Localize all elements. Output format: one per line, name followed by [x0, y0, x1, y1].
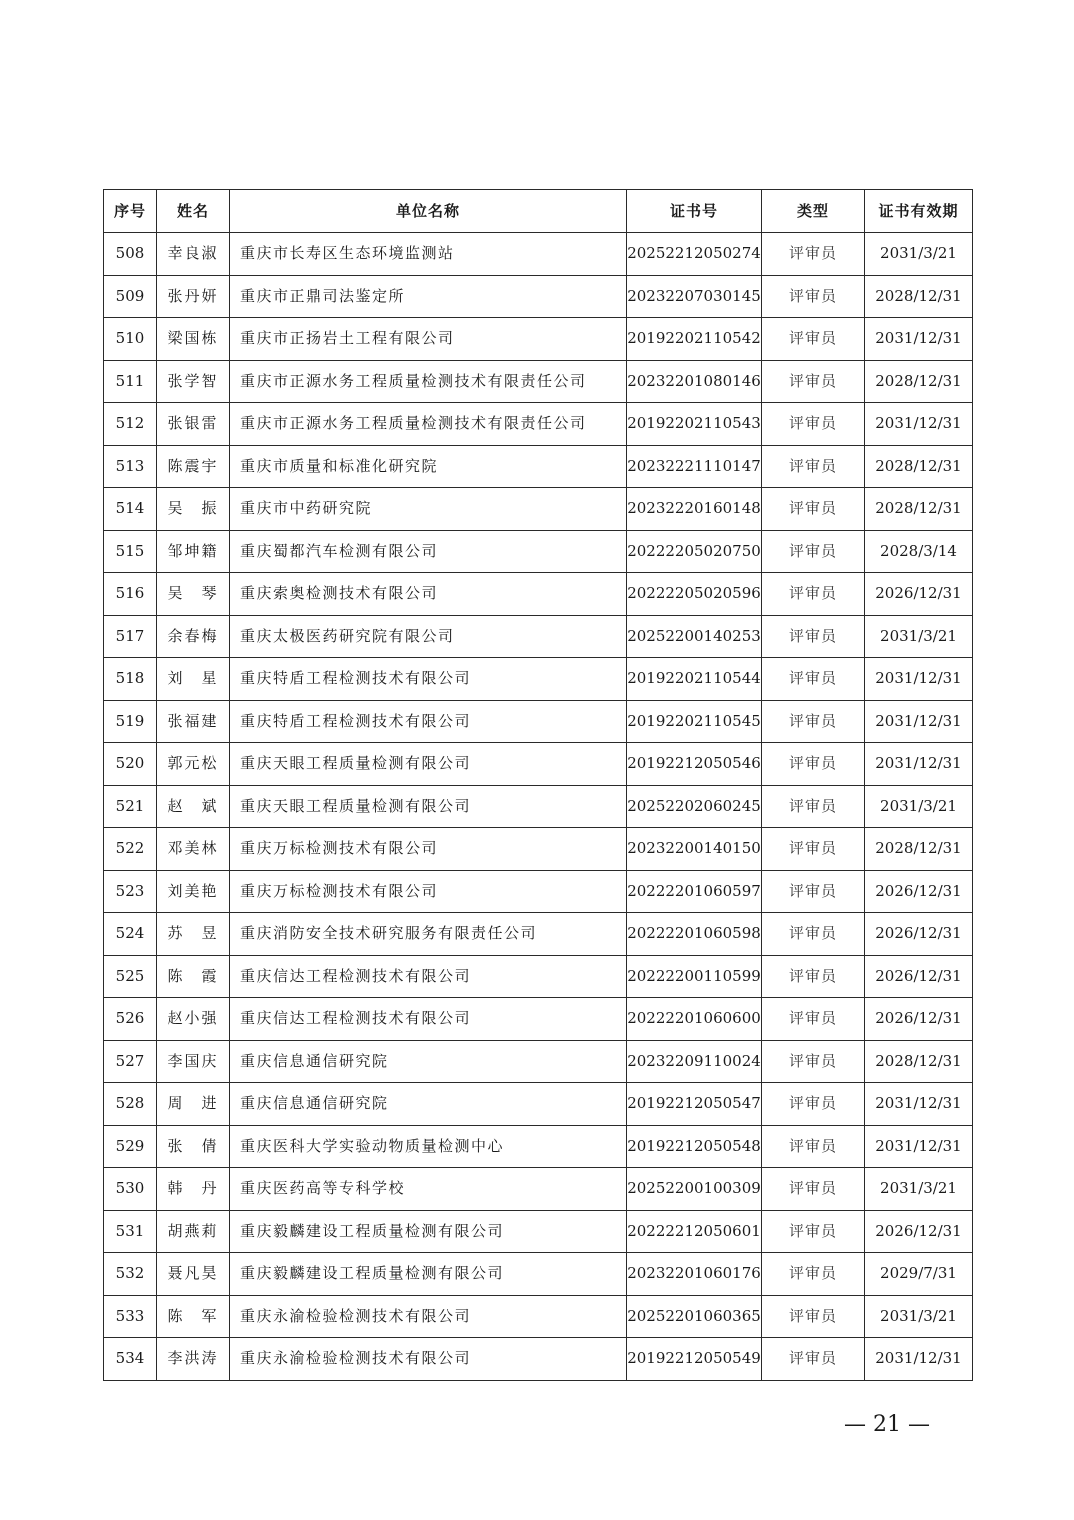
- cell-unit: 重庆市中药研究院: [230, 488, 627, 531]
- cell-type: 评审员: [762, 1210, 865, 1253]
- cell-serial: 508: [104, 233, 157, 276]
- cell-type: 评审员: [762, 488, 865, 531]
- cell-serial: 534: [104, 1338, 157, 1381]
- cell-serial: 510: [104, 318, 157, 361]
- cell-type: 评审员: [762, 445, 865, 488]
- table-row: [104, 233, 973, 276]
- cell-type: 评审员: [762, 615, 865, 658]
- cell-name: 李国庆: [157, 1040, 230, 1083]
- cell-type: 评审员: [762, 998, 865, 1041]
- table-row: [104, 530, 973, 573]
- cell-name: 陈震宇: [157, 445, 230, 488]
- cell-cert-number: 20252200140253: [627, 615, 762, 658]
- table-row: [104, 403, 973, 446]
- cell-cert-number: 20252200100309: [627, 1168, 762, 1211]
- table-row: [104, 1083, 973, 1126]
- cell-cert-number: 20222205020750: [627, 530, 762, 573]
- table-row: [104, 828, 973, 871]
- cell-cert-number: 20252201060365: [627, 1295, 762, 1338]
- cell-type: 评审员: [762, 233, 865, 276]
- cell-cert-number: 20222200110599: [627, 955, 762, 998]
- cell-valid-until: 2031/3/21: [865, 1168, 973, 1211]
- cell-valid-until: 2031/3/21: [865, 233, 973, 276]
- cell-valid-until: 2026/12/31: [865, 998, 973, 1041]
- table-row: [104, 700, 973, 743]
- cell-valid-until: 2026/12/31: [865, 913, 973, 956]
- cell-serial: 525: [104, 955, 157, 998]
- cell-cert-number: 20192212050548: [627, 1125, 762, 1168]
- cell-type: 评审员: [762, 1040, 865, 1083]
- cell-name: 陈 军: [157, 1295, 230, 1338]
- cell-valid-until: 2031/12/31: [865, 1083, 973, 1126]
- cell-valid-until: 2031/12/31: [865, 318, 973, 361]
- table-row: [104, 1295, 973, 1338]
- cell-type: 评审员: [762, 785, 865, 828]
- cell-unit: 重庆蜀都汽车检测有限公司: [230, 530, 627, 573]
- table-row: [104, 870, 973, 913]
- cell-valid-until: 2031/3/21: [865, 615, 973, 658]
- cell-valid-until: 2028/12/31: [865, 360, 973, 403]
- cell-type: 评审员: [762, 828, 865, 871]
- cell-valid-until: 2026/12/31: [865, 870, 973, 913]
- cell-type: 评审员: [762, 743, 865, 786]
- header-cert-number: 证书号: [627, 190, 762, 233]
- cell-type: 评审员: [762, 870, 865, 913]
- cell-valid-until: 2031/12/31: [865, 1125, 973, 1168]
- cell-valid-until: 2028/12/31: [865, 275, 973, 318]
- cell-unit: 重庆市长寿区生态环境监测站: [230, 233, 627, 276]
- cell-type: 评审员: [762, 1253, 865, 1296]
- cell-valid-until: 2031/3/21: [865, 1295, 973, 1338]
- cell-serial: 523: [104, 870, 157, 913]
- cell-name: 幸良淑: [157, 233, 230, 276]
- table-row: [104, 785, 973, 828]
- cell-name: 聂凡昊: [157, 1253, 230, 1296]
- cell-type: 评审员: [762, 1168, 865, 1211]
- cell-serial: 531: [104, 1210, 157, 1253]
- cell-valid-until: 2031/12/31: [865, 743, 973, 786]
- table-row: [104, 318, 973, 361]
- table-row: [104, 955, 973, 998]
- header-row: [104, 190, 973, 233]
- header-valid-until: 证书有效期: [865, 190, 973, 233]
- cell-unit: 重庆天眼工程质量检测有限公司: [230, 743, 627, 786]
- cell-valid-until: 2026/12/31: [865, 573, 973, 616]
- cell-serial: 517: [104, 615, 157, 658]
- cell-serial: 509: [104, 275, 157, 318]
- cell-unit: 重庆索奥检测技术有限公司: [230, 573, 627, 616]
- cell-unit: 重庆市正源水务工程质量检测技术有限责任公司: [230, 360, 627, 403]
- cell-unit: 重庆毅麟建设工程质量检测有限公司: [230, 1253, 627, 1296]
- cell-serial: 520: [104, 743, 157, 786]
- cell-unit: 重庆信达工程检测技术有限公司: [230, 955, 627, 998]
- cell-unit: 重庆医药高等专科学校: [230, 1168, 627, 1211]
- cell-type: 评审员: [762, 318, 865, 361]
- cell-name: 吴 振: [157, 488, 230, 531]
- cell-cert-number: 20192212050546: [627, 743, 762, 786]
- cell-serial: 532: [104, 1253, 157, 1296]
- table-row: [104, 1040, 973, 1083]
- cell-valid-until: 2031/12/31: [865, 658, 973, 701]
- cell-name: 张福建: [157, 700, 230, 743]
- cell-valid-until: 2031/12/31: [865, 700, 973, 743]
- page-number: — 21 —: [844, 1412, 930, 1437]
- cell-type: 评审员: [762, 530, 865, 573]
- cell-valid-until: 2028/12/31: [865, 828, 973, 871]
- cell-unit: 重庆特盾工程检测技术有限公司: [230, 700, 627, 743]
- cell-serial: 533: [104, 1295, 157, 1338]
- cell-unit: 重庆特盾工程检测技术有限公司: [230, 658, 627, 701]
- cell-serial: 512: [104, 403, 157, 446]
- cell-cert-number: 20192202110542: [627, 318, 762, 361]
- cell-type: 评审员: [762, 360, 865, 403]
- cell-unit: 重庆太极医药研究院有限公司: [230, 615, 627, 658]
- table-row: [104, 445, 973, 488]
- cell-unit: 重庆信息通信研究院: [230, 1040, 627, 1083]
- cell-name: 周 进: [157, 1083, 230, 1126]
- cell-name: 陈 霞: [157, 955, 230, 998]
- cell-type: 评审员: [762, 700, 865, 743]
- cell-cert-number: 20222205020596: [627, 573, 762, 616]
- cell-cert-number: 20222201060598: [627, 913, 762, 956]
- cell-cert-number: 20192202110544: [627, 658, 762, 701]
- cell-unit: 重庆永渝检验检测技术有限公司: [230, 1338, 627, 1381]
- cell-serial: 522: [104, 828, 157, 871]
- cell-name: 邹坤籍: [157, 530, 230, 573]
- cell-unit: 重庆市正鼎司法鉴定所: [230, 275, 627, 318]
- cell-valid-until: 2026/12/31: [865, 1210, 973, 1253]
- table-row: [104, 615, 973, 658]
- cell-cert-number: 20232201060176: [627, 1253, 762, 1296]
- table-row: [104, 360, 973, 403]
- cell-name: 刘 星: [157, 658, 230, 701]
- cell-cert-number: 20252212050274: [627, 233, 762, 276]
- cell-type: 评审员: [762, 403, 865, 446]
- cell-name: 李洪涛: [157, 1338, 230, 1381]
- cell-serial: 524: [104, 913, 157, 956]
- cell-type: 评审员: [762, 1125, 865, 1168]
- table-row: [104, 1168, 973, 1211]
- cell-name: 赵 斌: [157, 785, 230, 828]
- cell-valid-until: 2031/12/31: [865, 1338, 973, 1381]
- cell-valid-until: 2026/12/31: [865, 955, 973, 998]
- table-body: [104, 233, 973, 1381]
- table-header: [104, 190, 973, 233]
- cell-valid-until: 2031/12/31: [865, 403, 973, 446]
- cell-serial: 521: [104, 785, 157, 828]
- cell-cert-number: 20232221110147: [627, 445, 762, 488]
- cell-name: 胡燕莉: [157, 1210, 230, 1253]
- cell-cert-number: 20192212050547: [627, 1083, 762, 1126]
- cell-serial: 516: [104, 573, 157, 616]
- cell-unit: 重庆万标检测技术有限公司: [230, 870, 627, 913]
- cell-type: 评审员: [762, 1295, 865, 1338]
- cell-type: 评审员: [762, 275, 865, 318]
- cell-serial: 527: [104, 1040, 157, 1083]
- table-row: [104, 573, 973, 616]
- cell-cert-number: 20232220160148: [627, 488, 762, 531]
- cell-valid-until: 2028/12/31: [865, 445, 973, 488]
- cell-name: 吴 琴: [157, 573, 230, 616]
- cell-cert-number: 20222201060600: [627, 998, 762, 1041]
- table-row: [104, 1125, 973, 1168]
- cell-unit: 重庆天眼工程质量检测有限公司: [230, 785, 627, 828]
- cell-serial: 514: [104, 488, 157, 531]
- cell-unit: 重庆市正扬岩土工程有限公司: [230, 318, 627, 361]
- reviewer-table: [103, 189, 973, 1381]
- table-row: [104, 488, 973, 531]
- cell-cert-number: 20222201060597: [627, 870, 762, 913]
- cell-unit: 重庆医科大学实验动物质量检测中心: [230, 1125, 627, 1168]
- table-row: [104, 275, 973, 318]
- cell-name: 苏 昱: [157, 913, 230, 956]
- cell-type: 评审员: [762, 955, 865, 998]
- cell-name: 韩 丹: [157, 1168, 230, 1211]
- cell-unit: 重庆永渝检验检测技术有限公司: [230, 1295, 627, 1338]
- table-row: [104, 1338, 973, 1381]
- cell-unit: 重庆市正源水务工程质量检测技术有限责任公司: [230, 403, 627, 446]
- cell-cert-number: 20232201080146: [627, 360, 762, 403]
- cell-unit: 重庆信息通信研究院: [230, 1083, 627, 1126]
- cell-name: 郭元松: [157, 743, 230, 786]
- table-row: [104, 913, 973, 956]
- cell-type: 评审员: [762, 1083, 865, 1126]
- cell-name: 张银雷: [157, 403, 230, 446]
- table-row: [104, 998, 973, 1041]
- cell-serial: 530: [104, 1168, 157, 1211]
- cell-serial: 511: [104, 360, 157, 403]
- table-row: [104, 1253, 973, 1296]
- table-row: [104, 743, 973, 786]
- cell-unit: 重庆市质量和标准化研究院: [230, 445, 627, 488]
- cell-valid-until: 2031/3/21: [865, 785, 973, 828]
- cell-type: 评审员: [762, 913, 865, 956]
- table-row: [104, 658, 973, 701]
- cell-name: 张 倩: [157, 1125, 230, 1168]
- cell-serial: 526: [104, 998, 157, 1041]
- cell-unit: 重庆消防安全技术研究服务有限责任公司: [230, 913, 627, 956]
- cell-cert-number: 20222212050601: [627, 1210, 762, 1253]
- cell-serial: 519: [104, 700, 157, 743]
- cell-name: 邓美林: [157, 828, 230, 871]
- header-name: 姓名: [157, 190, 230, 233]
- cell-unit: 重庆信达工程检测技术有限公司: [230, 998, 627, 1041]
- cell-name: 张学智: [157, 360, 230, 403]
- cell-cert-number: 20192212050549: [627, 1338, 762, 1381]
- cell-serial: 518: [104, 658, 157, 701]
- cell-valid-until: 2028/3/14: [865, 530, 973, 573]
- cell-valid-until: 2028/12/31: [865, 488, 973, 531]
- cell-cert-number: 20192202110545: [627, 700, 762, 743]
- cell-cert-number: 20232207030145: [627, 275, 762, 318]
- cell-type: 评审员: [762, 573, 865, 616]
- cell-type: 评审员: [762, 658, 865, 701]
- cell-serial: 515: [104, 530, 157, 573]
- cell-cert-number: 20192202110543: [627, 403, 762, 446]
- cell-serial: 513: [104, 445, 157, 488]
- header-unit: 单位名称: [230, 190, 627, 233]
- cell-unit: 重庆万标检测技术有限公司: [230, 828, 627, 871]
- cell-serial: 528: [104, 1083, 157, 1126]
- cell-valid-until: 2028/12/31: [865, 1040, 973, 1083]
- cell-cert-number: 20232209110024: [627, 1040, 762, 1083]
- cell-valid-until: 2029/7/31: [865, 1253, 973, 1296]
- cell-type: 评审员: [762, 1338, 865, 1381]
- header-type: 类型: [762, 190, 865, 233]
- header-serial: 序号: [104, 190, 157, 233]
- cell-name: 梁国栋: [157, 318, 230, 361]
- cell-unit: 重庆毅麟建设工程质量检测有限公司: [230, 1210, 627, 1253]
- cell-serial: 529: [104, 1125, 157, 1168]
- cell-name: 张丹妍: [157, 275, 230, 318]
- table-row: [104, 1210, 973, 1253]
- cell-name: 余春梅: [157, 615, 230, 658]
- cell-name: 刘美艳: [157, 870, 230, 913]
- cell-cert-number: 20252202060245: [627, 785, 762, 828]
- cell-cert-number: 20232200140150: [627, 828, 762, 871]
- cell-name: 赵小强: [157, 998, 230, 1041]
